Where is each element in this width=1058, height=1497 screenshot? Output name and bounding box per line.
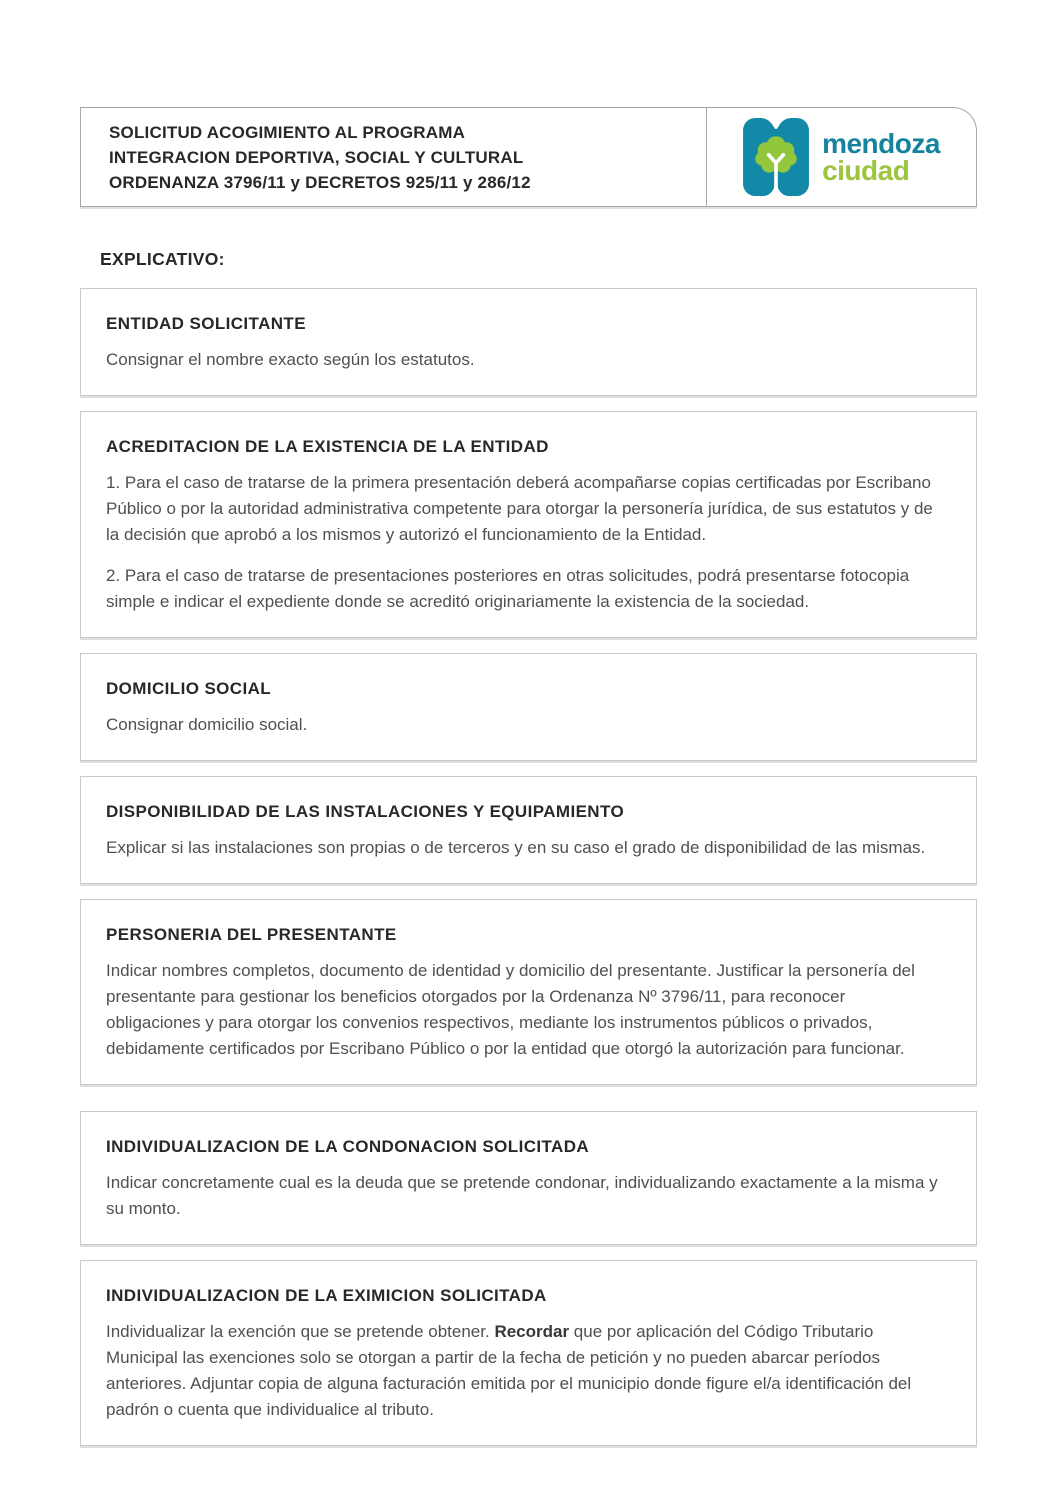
paragraph-text-after-bold: que por aplicación del Código Tributario Municipal las exenciones solo se otorgan a partir de la fecha de petición y no pueden abarcar períodos anteriores. Adjuntar copia de alguna facturación emitida por el municipio donde figure el/a identificación del padrón o cuenta que individualice al tributo. [106,1322,912,1419]
section-paragraph: Explicar si las instalaciones son propias o de terceros y en su caso el grado de disponibilidad de las mismas. [106,838,926,857]
mendoza-ciudad-logo [707,107,977,207]
document-header [80,0,977,207]
section-title: INDIVIDUALIZACION DE LA EXIMICION SOLICITADA [106,1286,547,1305]
section-paragraph: 1. Para el caso de tratarse de la primera presentación deberá acompañarse copias certificadas por Escribano Público o por la autoridad administrativa competente para otorgar la personería jurídica, de sus estatutos y de la decisión que aprobó a los mismos y autorizó el funcionamiento de la Entidad. [106,473,933,544]
section-entidad-solicitante [80,288,977,396]
section-paragraph: Consignar domicilio social. [106,715,308,734]
section-paragraph: Indicar nombres completos, documento de identidad y domicilio del presentante. Justificar la personería del presentante para gestionar los beneficios otorgados por la Ordenanza Nº 3796/11, para reconocer obligaciones y para otorgar los convenios respectivos, mediante los instrumentos públicos o privados, debidamente certificados por Escribano Público o por la entidad que otorgó la autorización para funcionar. [106,961,915,1058]
section-title: ACREDITACION DE LA EXISTENCIA DE LA ENTIDAD [106,437,549,456]
paragraph-bold-word: Recordar [494,1322,570,1341]
section-paragraph: Indicar concretamente cual es la deuda que se pretende condonar, individualizando exactamente a la misma y su monto. [106,1173,938,1218]
section-title: ENTIDAD SOLICITANTE [106,314,306,333]
section-domicilio-social [80,653,977,761]
section-title: INDIVIDUALIZACION DE LA CONDONACION SOLICITADA [106,1137,590,1156]
section-personeria-presentante [80,899,977,1085]
section-paragraph: Consignar el nombre exacto según los estatutos. [106,350,475,369]
logo-word-mendoza: mendoza [822,128,940,159]
form-title-box [80,107,707,207]
logo-word-ciudad: ciudad [822,155,910,186]
section-individualizacion-condonacion [80,1111,977,1245]
section-paragraph: 2. Para el caso de tratarse de presentaciones posteriores en otras solicitudes, podrá presentarse fotocopia simple e indicar el expediente donde se acreditó originariamente la existencia de la sociedad. [106,566,910,611]
section-title: DOMICILIO SOCIAL [106,679,272,698]
section-paragraph [106,1319,944,1423]
form-title-line-2: INTEGRACION DEPORTIVA, SOCIAL Y CULTURAL [109,147,524,167]
form-title-line-1: SOLICITUD ACOGIMIENTO AL PROGRAMA [109,122,466,142]
form-title-line-3: ORDENANZA 3796/11 y DECRETOS 925/11 y 286/12 [109,172,531,192]
logo-wordmark [822,130,940,184]
paragraph-text-before-bold: Individualizar la exención que se pretende obtener. [106,1322,495,1341]
section-disponibilidad-instalaciones [80,776,977,884]
mendoza-m-tree-icon [743,118,809,196]
section-individualizacion-eximicion [80,1260,977,1446]
explicativo-label: EXPLICATIVO: [100,249,225,269]
section-acreditacion-existencia [80,411,977,638]
section-title: DISPONIBILIDAD DE LAS INSTALACIONES Y EQUIPAMIENTO [106,802,625,821]
section-title: PERSONERIA DEL PRESENTANTE [106,925,397,944]
